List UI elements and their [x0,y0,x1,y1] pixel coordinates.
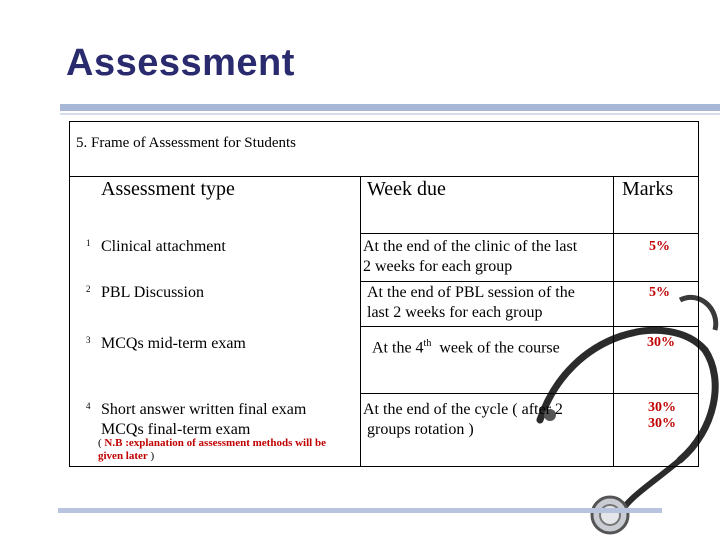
marks-cell: 5% [649,285,670,300]
header-week-due: Week due [367,178,446,200]
table-rule [69,176,699,177]
table-rule [360,326,699,327]
table-rule [360,176,361,467]
week-due-cell: At the end of the cycle ( after 2 groups rotation ) [363,401,563,438]
table-rule [613,176,614,467]
row-number: 1 [86,238,91,248]
assessment-type-cell: Clinical attachment [101,238,226,255]
assessment-type-cell: Short answer written final exam MCQs final-term exam [101,401,307,438]
title-divider [60,104,720,111]
header-assessment-type: Assessment type [101,178,235,200]
explanation-note: ( N.B :explanation of assessment methods will be given later ) [98,437,326,462]
table-rule [360,233,699,234]
assessment-type-cell: MCQs mid-term exam [101,335,246,352]
week-due-cell: At the 4th week of the course [372,338,560,357]
header-marks: Marks [622,178,674,200]
assessment-type-cell: PBL Discussion [101,284,204,301]
table-rule [360,281,699,282]
row-number: 2 [86,284,91,294]
week-due-cell: At the end of PBL session of the last 2 weeks for each group [367,284,575,321]
table-rule [360,393,699,394]
slide-title: Assessment [66,42,295,84]
marks-cell: 30% 30% [648,400,676,431]
frame-heading: 5. Frame of Assessment for Students [76,135,296,151]
week-due-cell: At the end of the clinic of the last 2 weeks for each group [363,238,578,275]
row-number: 4 [86,401,91,411]
row-number: 3 [86,335,91,345]
title-divider-thin [60,113,720,115]
marks-cell: 30% [647,335,675,350]
bottom-divider [58,508,662,513]
marks-cell: 5% [649,239,670,254]
